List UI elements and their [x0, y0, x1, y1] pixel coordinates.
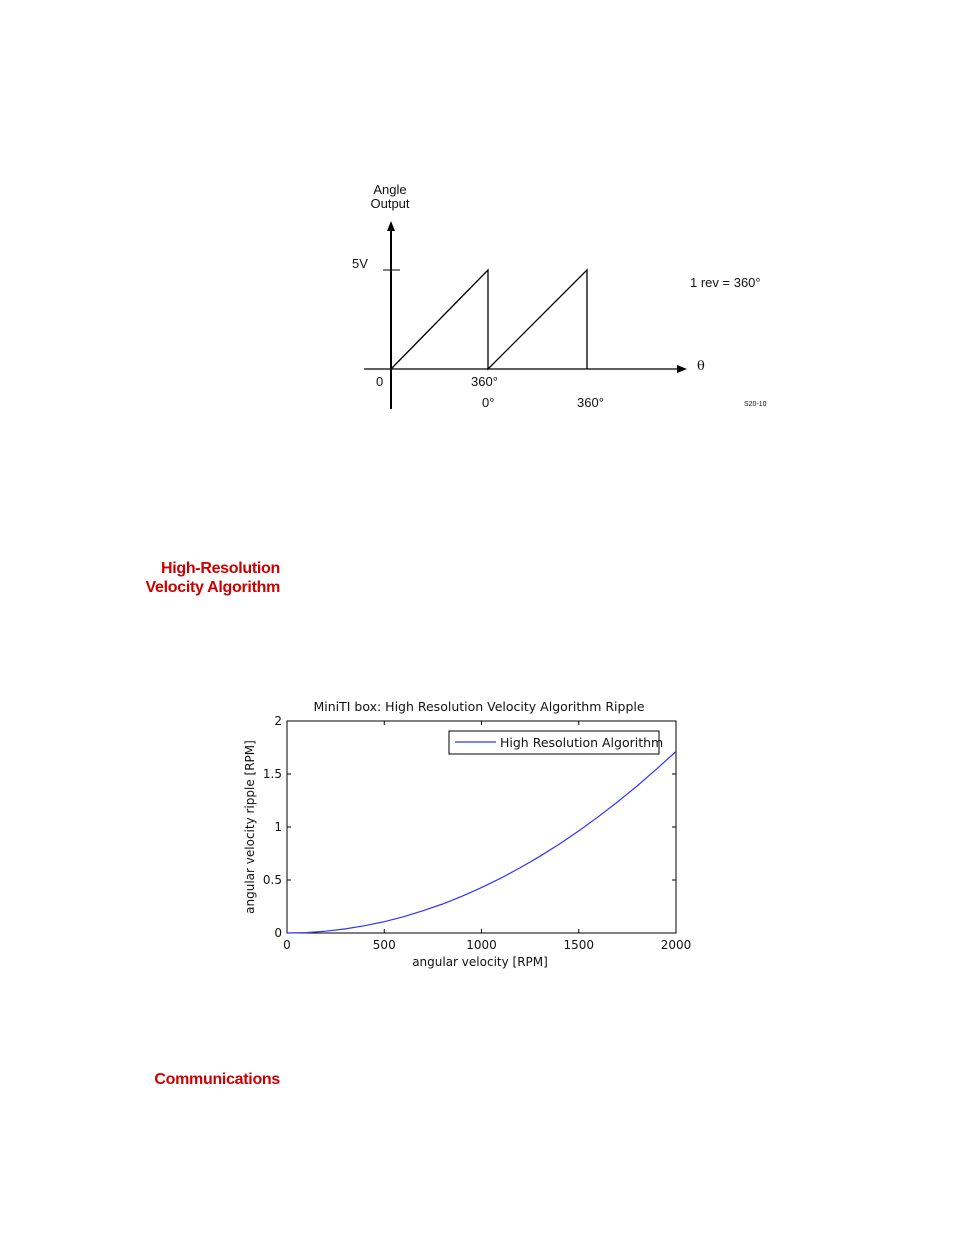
x-axis-label: angular velocity [RPM]	[412, 955, 548, 969]
x-tick-label: 0	[283, 938, 291, 952]
chart-legend	[449, 731, 663, 754]
y-tick-label: 1.5	[262, 767, 282, 781]
ripple-chart	[0, 690, 954, 980]
x-label-360-first: 360°	[471, 374, 498, 389]
y-tick-label: 0.5	[262, 873, 282, 887]
y-tick-label: 0	[274, 926, 282, 940]
figure-id: S20-10	[744, 401, 767, 408]
y-axis-label-line2: Output	[370, 196, 410, 211]
heading-high-resolution-line1: High-Resolution	[160, 560, 280, 577]
theta-symbol: θ	[697, 359, 705, 374]
y-axis-arrow	[387, 221, 395, 231]
y-tick-label: 1	[274, 820, 282, 834]
x-tick-label: 1000	[466, 938, 497, 952]
x-label-360-second: 360°	[577, 395, 604, 410]
x-axis-arrow	[677, 365, 687, 373]
heading-high-resolution-velocity	[146, 559, 280, 597]
y-axis-label: angular velocity ripple [RPM]	[243, 740, 257, 914]
y-tick-label: 2	[274, 714, 282, 728]
heading-high-resolution-line2: Velocity Algorithm	[145, 579, 280, 596]
x-tick-label: 1500	[563, 938, 595, 952]
y-tick-5v-label: 5V	[352, 256, 368, 271]
revolution-note: 1 rev = 360°	[690, 275, 761, 290]
heading-communications: Communications	[154, 1071, 280, 1088]
y-axis-label-line1: Angle	[373, 182, 407, 197]
x-tick-label: 2000	[660, 938, 692, 952]
sawtooth-waveform	[391, 270, 587, 369]
legend-label: High Resolution Algorithm	[500, 735, 664, 750]
sawtooth-graphic	[0, 0, 954, 440]
origin-label: 0	[376, 374, 384, 389]
x-label-0-second: 0°	[482, 395, 495, 410]
chart-title: MiniTI box: High Resolution Velocity Algorithm Ripple	[313, 699, 645, 714]
x-tick-label: 500	[372, 938, 396, 952]
